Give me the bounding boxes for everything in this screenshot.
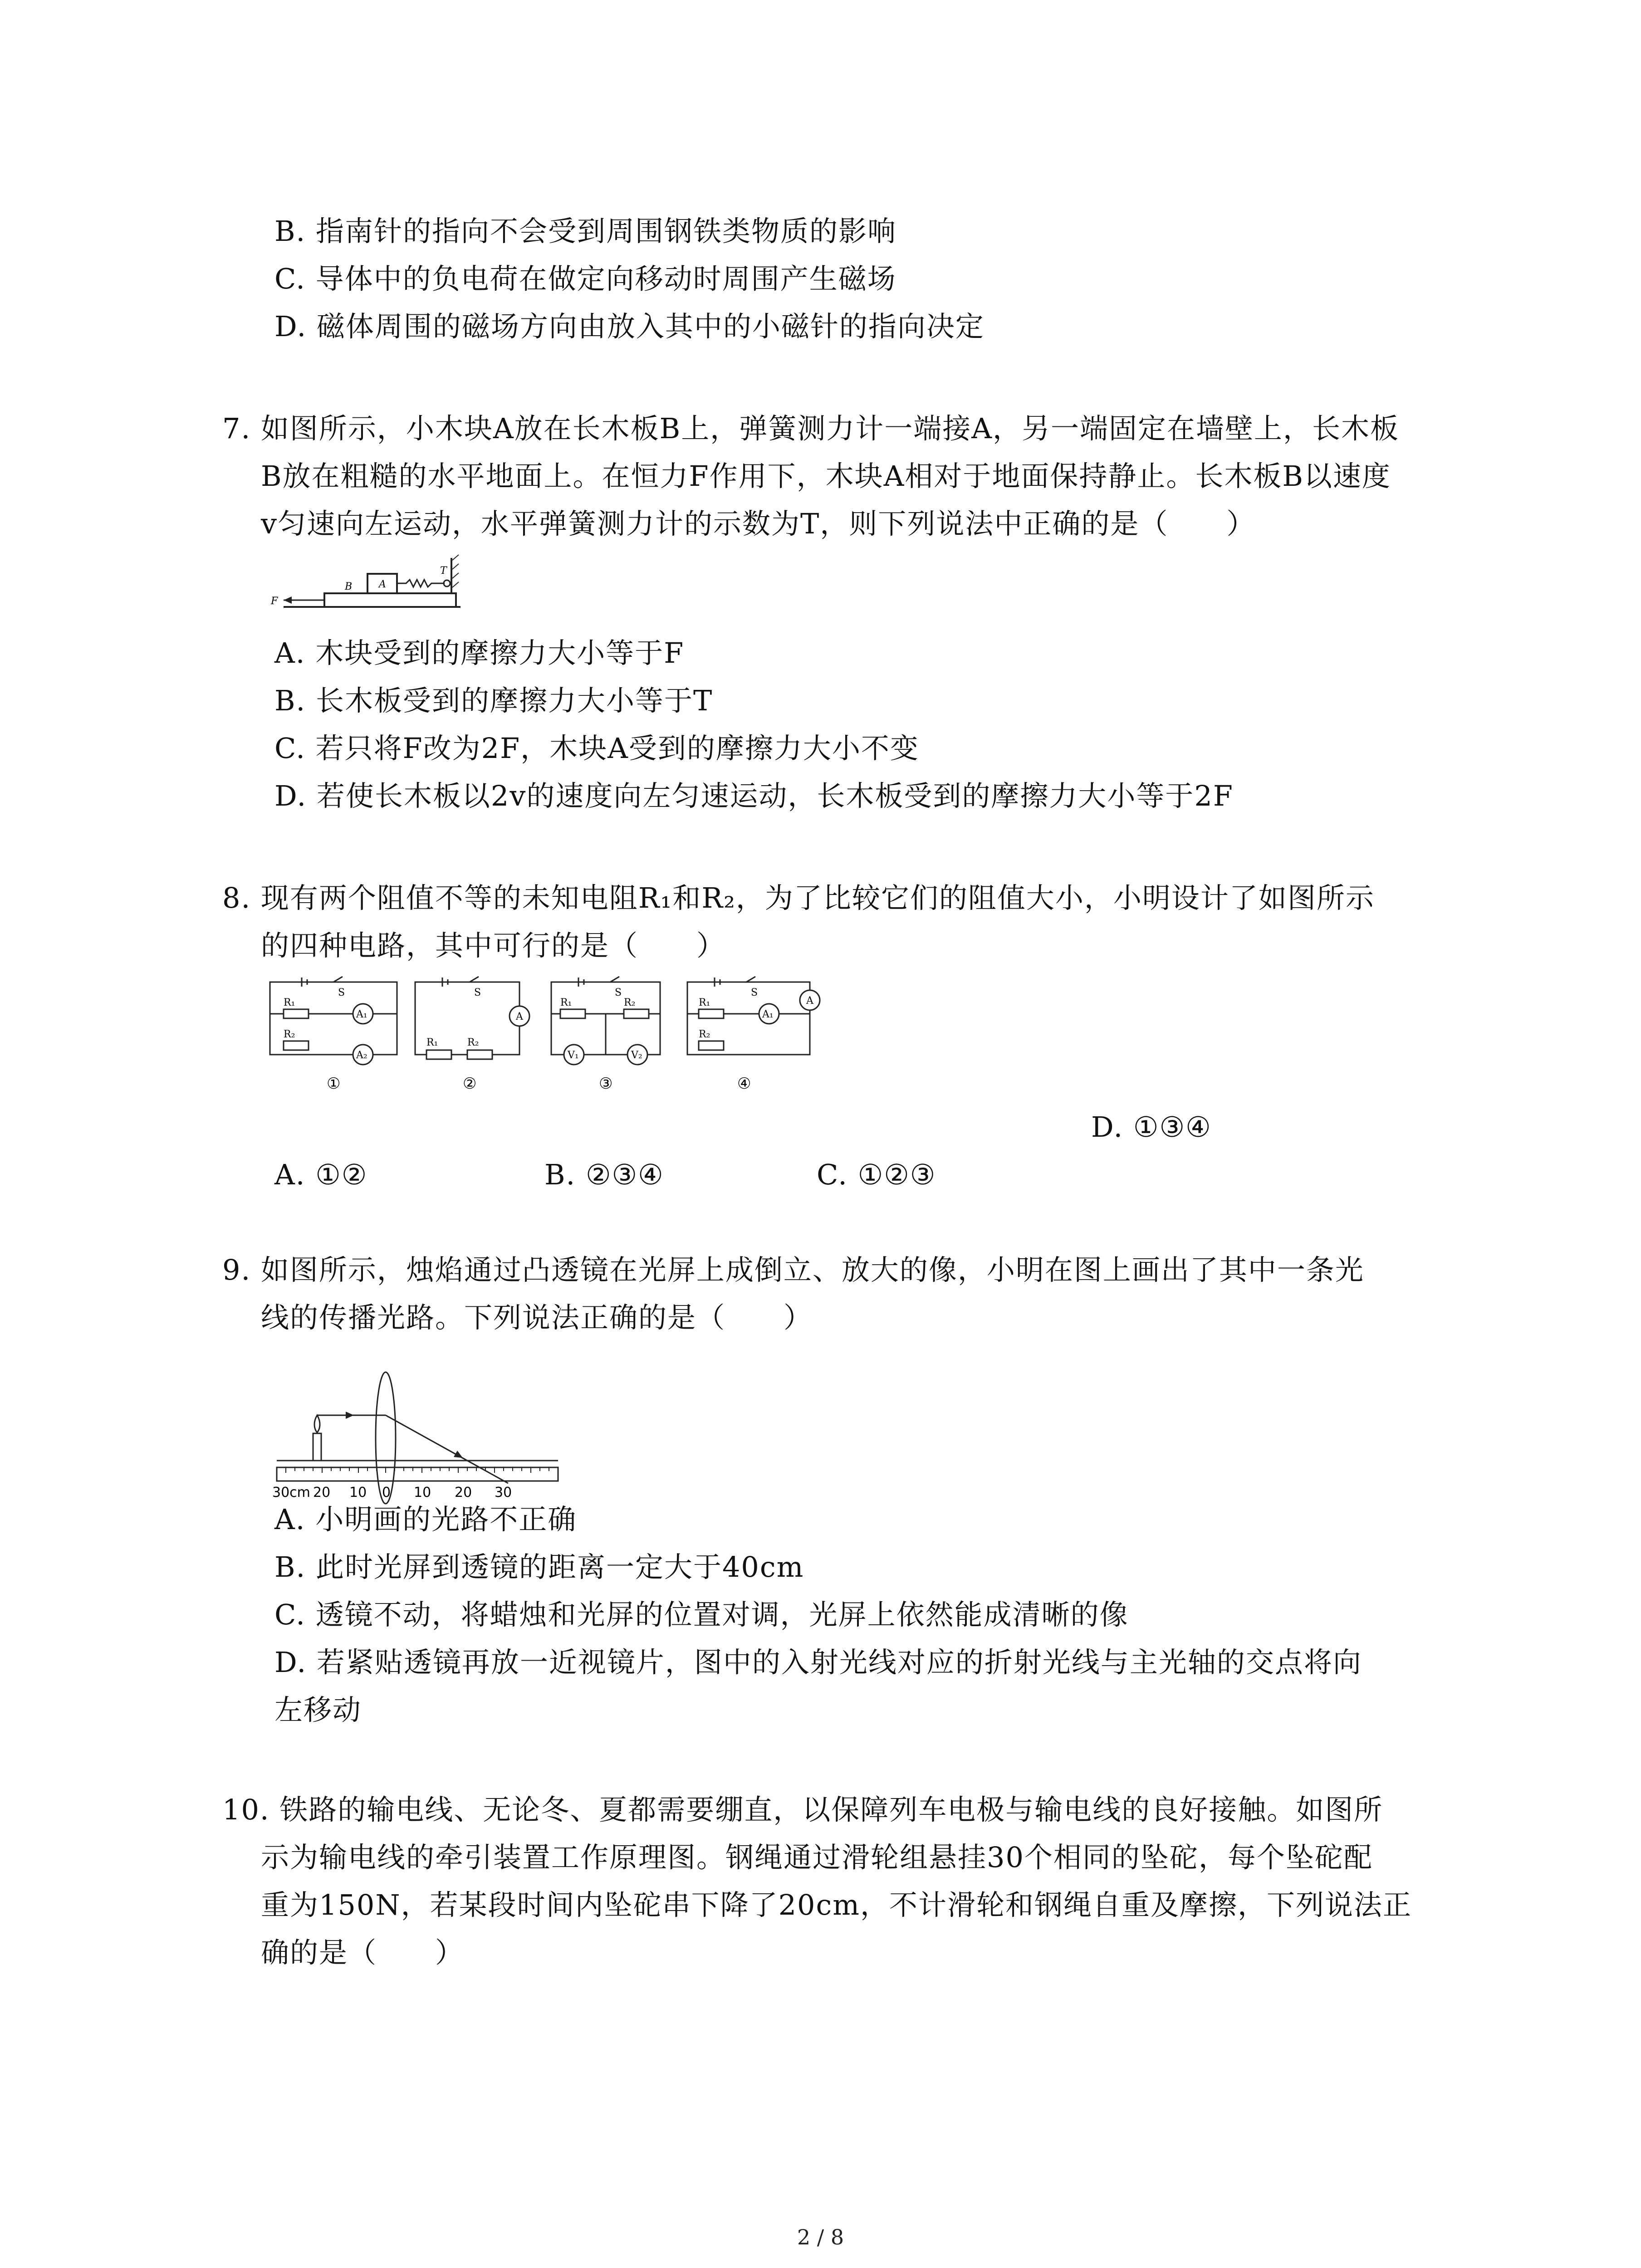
c4-number: ④ [737, 1075, 751, 1093]
c4-r2-label: R₂ [699, 1029, 710, 1040]
c3-switch-label: S [615, 987, 622, 998]
ruler-label-10: 10 [349, 1485, 367, 1501]
q8-stem-line1: 8. 现有两个阻值不等的未知电阻R₁和R₂，为了比较它们的阻值大小，小明设计了如图所示 [222, 881, 1375, 914]
c2-r2-label: R₂ [467, 1037, 479, 1048]
q9-option-d-line2: 左移动 [274, 1693, 362, 1726]
c1-a2-label: A₂ [356, 1050, 367, 1061]
c4-r1-label: R₁ [699, 997, 710, 1008]
q9-option-b: B. 此时光屏到透镜的距离一定大于40cm [274, 1550, 804, 1584]
circuit-3 [551, 977, 660, 1093]
q9-option-c: C. 透镜不动，将蜡烛和光屏的位置对调，光屏上依然能成清晰的像 [274, 1598, 1129, 1631]
q6-option-c: C. 导体中的负电荷在做定向移动时周围产生磁场 [274, 262, 896, 295]
c3-v1-label: V₁ [568, 1050, 579, 1061]
q7-label-a: A [379, 579, 386, 590]
ruler-label-r10: 10 [414, 1485, 431, 1501]
q7-option-c: C. 若只将F改为2F，木块A受到的摩擦力大小不变 [274, 732, 919, 765]
q9-figure [268, 1370, 567, 1506]
ruler-label-r30: 30 [495, 1485, 512, 1501]
c3-v2-label: V₂ [631, 1050, 642, 1061]
q10-stem-line3: 重为150N，若某段时间内坠砣串下降了20cm，不计滑轮和钢绳自重及摩擦，下列说法正 [261, 1888, 1412, 1921]
q7-label-t: T [440, 565, 447, 577]
q8-stem-line2: 的四种电路，其中可行的是（ ） [261, 929, 726, 962]
q10-stem-line2: 示为输电线的牵引装置工作原理图。钢绳通过滑轮组悬挂30个相同的坠砣，每个坠砣配 [261, 1841, 1373, 1874]
c1-r1-label: R₁ [284, 997, 295, 1008]
q8-option-b: B. ②③④ [544, 1158, 664, 1191]
c1-number: ① [327, 1075, 341, 1093]
q7-label-b: B [345, 581, 353, 592]
c1-switch-label: S [338, 987, 345, 998]
q10-stem-line4: 确的是（ ） [261, 1936, 465, 1969]
q10-stem-line1: 10. 铁路的输电线、无论冬、夏都需要绷直，以保障列车电极与输电线的良好接触。如图所 [222, 1793, 1383, 1826]
q9-option-a: A. 小明画的光路不正确 [274, 1503, 577, 1536]
q6-option-b: B. 指南针的指向不会受到周围钢铁类物质的影响 [274, 215, 896, 248]
q6-option-d: D. 磁体周围的磁场方向由放入其中的小磁针的指向决定 [274, 310, 985, 343]
ruler-label-30cm: 30cm [272, 1485, 310, 1501]
q9-stem-line1: 9. 如图所示，烛焰通过凸透镜在光屏上成倒立、放大的像，小明在图上画出了其中一条光 [222, 1253, 1364, 1286]
q9-option-d-line1: D. 若紧贴透镜再放一近视镜片，图中的入射光线对应的折射光线与主光轴的交点将向 [274, 1646, 1362, 1679]
c3-number: ③ [599, 1075, 613, 1093]
circuit-2 [415, 977, 529, 1093]
circuit-4 [687, 977, 820, 1093]
q8-option-a: A. ①② [274, 1158, 368, 1191]
q8-option-d: D. ①③④ [1091, 1110, 1212, 1144]
q8-figure [265, 973, 855, 1100]
q7-stem-line1: 7. 如图所示，小木块A放在长木板B上，弹簧测力计一端接A，另一端固定在墙壁上，长木板 [222, 412, 1399, 445]
c3-r1-label: R₁ [560, 997, 572, 1008]
page-number: 2 / 8 [797, 2225, 844, 2249]
ruler-label-r20: 20 [455, 1485, 472, 1501]
q8-option-c: C. ①②③ [817, 1158, 936, 1191]
c2-switch-label: S [474, 987, 481, 998]
q7-stem-line3: v匀速向左运动，水平弹簧测力计的示数为T，则下列说法中正确的是（ ） [261, 507, 1256, 540]
q7-stem-line2: B放在粗糙的水平地面上。在恒力F作用下，木块A相对于地面保持静止。长木板B以速度 [261, 459, 1391, 493]
c1-a1-label: A₁ [356, 1009, 367, 1020]
ruler-label-20: 20 [313, 1485, 331, 1501]
c2-a-label: A [516, 1011, 523, 1022]
ruler-label-0: 0 [382, 1485, 391, 1501]
c2-number: ② [463, 1075, 477, 1093]
q7-figure [265, 549, 474, 617]
q7-label-f: F [271, 596, 278, 607]
q7-option-d: D. 若使长木板以2v的速度向左匀速运动，长木板受到的摩擦力大小等于2F [274, 779, 1234, 812]
c4-a1-label: A₁ [762, 1009, 774, 1020]
c4-switch-label: S [751, 987, 758, 998]
q7-option-a: A. 木块受到的摩擦力大小等于F [274, 636, 685, 670]
c2-r1-label: R₁ [426, 1037, 438, 1048]
c1-r2-label: R₂ [284, 1029, 295, 1040]
c3-r2-label: R₂ [624, 997, 636, 1008]
q7-option-b: B. 长木板受到的摩擦力大小等于T [274, 684, 713, 717]
q9-stem-line2: 线的传播光路。下列说法正确的是（ ） [261, 1301, 813, 1334]
circuit-1 [270, 977, 397, 1093]
c4-a-label: A [806, 995, 813, 1007]
